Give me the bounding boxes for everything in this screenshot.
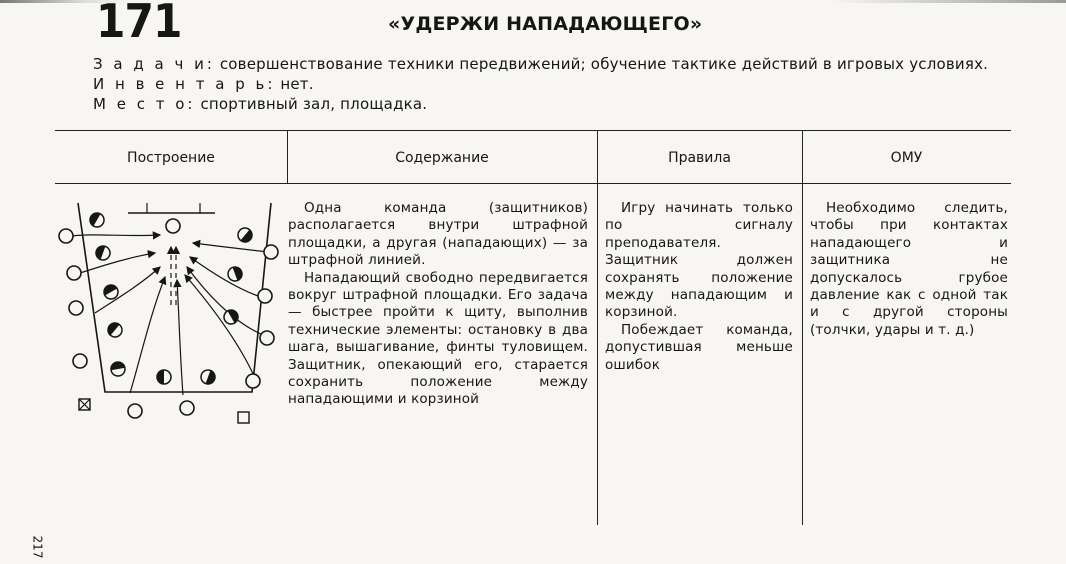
path-arrow <box>190 257 261 297</box>
meta-equipment <box>93 75 314 93</box>
path-arrow <box>193 243 269 252</box>
equipment-value: нет. <box>280 75 314 93</box>
attacker-circle-icon <box>69 301 83 315</box>
attacker-circle-icon <box>59 229 73 243</box>
defender-half-filled-circle-icon <box>199 368 217 386</box>
attacker-circle-icon <box>73 354 87 368</box>
defender-half-filled-circle-icon <box>226 265 244 283</box>
attacker-circle-icon <box>258 289 272 303</box>
empty-square-icon <box>238 412 249 423</box>
attacker-circle-icon <box>128 404 142 418</box>
defender-half-filled-circle-icon <box>105 320 125 340</box>
path-arrow <box>177 280 183 395</box>
place-value: спортивный зал, площадка. <box>200 95 428 113</box>
defender-half-filled-circle-icon <box>235 225 255 245</box>
exercise-title: «УДЕРЖИ НАПАДАЮЩЕГО» <box>388 13 703 35</box>
equipment-key: И н в е н т а р ь: <box>93 75 276 93</box>
content-paragraph: Одна команда (защитников) располагается внутри штрафной площадки, а другая (нападающих) — за штрафной линией. <box>288 200 588 269</box>
meta-tasks <box>93 55 988 73</box>
rules-column <box>605 200 793 374</box>
attacker-circle-icon <box>246 374 260 388</box>
attacker-circle-icon <box>264 245 278 259</box>
defender-half-filled-circle-icon <box>87 210 106 229</box>
attacker-circle-icon <box>166 219 180 233</box>
basket-board-icon <box>128 203 215 213</box>
defender-half-filled-circle-icon <box>221 307 240 326</box>
tasks-value: совершенствование техники передвижений; обучение тактике действий в игровых условиях. <box>219 55 989 73</box>
attacker-circle-icon <box>180 401 194 415</box>
header-content: Содержание <box>395 150 489 166</box>
omu-column <box>810 200 1008 339</box>
header-rules: Правила <box>668 150 731 166</box>
tasks-key: З а д а ч и: <box>93 55 215 73</box>
exercise-number: 171 <box>96 0 182 48</box>
defender-half-filled-circle-icon <box>157 370 171 384</box>
omu-paragraph: Необходимо следить, чтобы при контактах нападающего и защитника не допускалось грубое давление как с одной так и с другой стороны (толчки, удары и т. д.) <box>810 200 1008 338</box>
rules-paragraph: Игру начинать только по сигналу преподавателя. Защитник должен сохранять положение между нападающим и корзиной. <box>605 200 793 321</box>
attacker-circle-icon <box>67 266 81 280</box>
crossed-square-icon <box>79 399 90 410</box>
header-construction: Построение <box>127 150 215 166</box>
defender-half-filled-circle-icon <box>94 244 112 262</box>
content-paragraph: Нападающий свободно передвигается вокруг штрафной площадки. Его задача — быстрее пройти к щиту, выполнив технические элементы: остановку в два шага, вышагивание, финты туловищем. Защитник, опекающий его, старается сохранить положение между нападающими и корзиной <box>288 269 588 408</box>
attacker-circle-icon <box>260 331 274 345</box>
path-arrow <box>72 235 160 236</box>
place-key: М е с т о: <box>93 95 196 113</box>
table-header-rule <box>55 183 1011 184</box>
path-arrow <box>80 253 155 273</box>
meta-place <box>93 95 427 113</box>
content-column <box>288 200 588 409</box>
col-divider-3 <box>802 130 803 525</box>
table-top-rule <box>55 130 1011 131</box>
defender-half-filled-circle-icon <box>110 361 126 377</box>
page-number: 217 <box>30 535 45 559</box>
header-omu: ОМУ <box>890 150 923 166</box>
rules-paragraph: Побеждает команда, допустившая меньше ошибок <box>605 321 793 373</box>
formation-diagram <box>55 195 285 435</box>
col-divider-2 <box>597 130 598 525</box>
path-arrow <box>187 267 263 335</box>
